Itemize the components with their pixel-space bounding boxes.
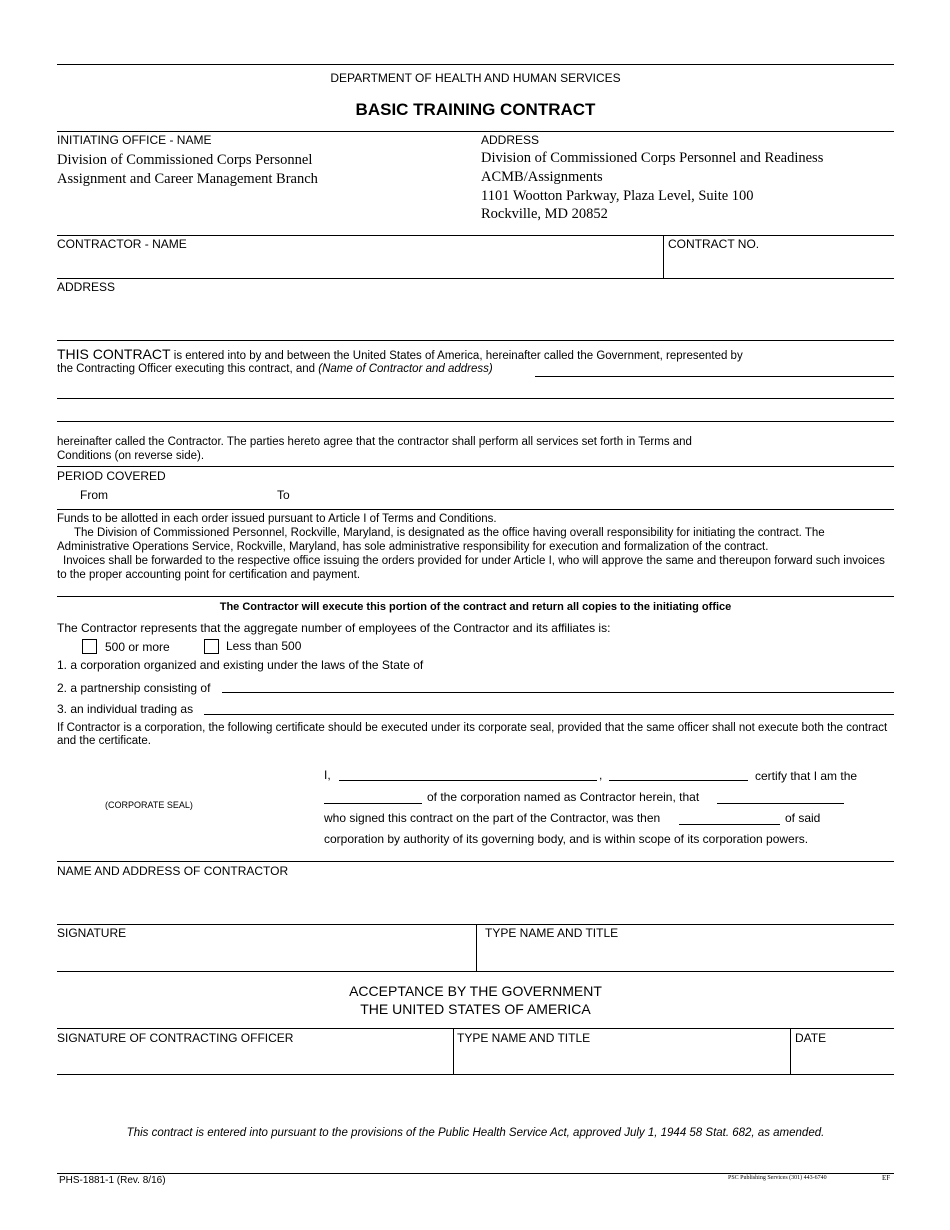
this-contract-line2 xyxy=(57,363,493,375)
cert-of-said: of said xyxy=(785,811,821,825)
period-to-label: To xyxy=(277,488,290,502)
rule xyxy=(57,340,894,341)
date-field[interactable] xyxy=(795,1047,892,1073)
top-rule xyxy=(57,64,894,65)
period-covered-label: PERIOD COVERED xyxy=(57,469,166,483)
date-label: DATE xyxy=(795,1031,827,1045)
officer-type-name-label: TYPE NAME AND TITLE xyxy=(457,1031,591,1045)
office-address-line1: Division of Commissioned Corps Personnel and Readiness xyxy=(481,150,824,166)
office-address-label: ADDRESS xyxy=(481,133,540,147)
cert-authority: corporation by authority of its governing body, and is within scope of its corporation powers. xyxy=(324,832,809,846)
contractor-address-label: ADDRESS xyxy=(57,280,116,294)
funds-paragraph-2: The Division of Commissioned Personnel, Rockville, Maryland, is designated as the office having overall responsibility for initiating the contract. The Administrative Operations Service, Rockville, Maryland, has sole administrative responsibility for execution and formalization of the contract. xyxy=(57,527,825,553)
contract-no-field[interactable] xyxy=(668,252,892,276)
rule xyxy=(57,596,894,597)
period-from-label: From xyxy=(80,488,108,502)
office-address-line2: ACMB/Assignments xyxy=(481,169,603,185)
this-contract-lead: THIS CONTRACT xyxy=(57,346,171,362)
this-contract-line1 xyxy=(57,346,743,362)
rule xyxy=(57,235,894,236)
corporation-note: If Contractor is a corporation, the following certificate should be executed under its corporate seal, provided that the same officer shall not execute both the contract and the certificate. xyxy=(57,722,888,747)
checkbox-less-than-500[interactable] xyxy=(204,639,219,654)
funds-paragraph-1: Funds to be allotted in each order issued pursuant to Article I of Terms and Conditions. xyxy=(57,513,497,525)
acceptance-line2: THE UNITED STATES OF AMERICA xyxy=(360,1001,591,1017)
hereinafter-line1: hereinafter called the Contractor. The parties hereto agree that the contractor shall perform all services set forth in Terms and xyxy=(57,436,692,448)
name-address-contractor-label: NAME AND ADDRESS OF CONTRACTOR xyxy=(57,864,289,878)
individual-trading-field[interactable] xyxy=(204,714,894,715)
cert-of-corp: of the corporation named as Contractor herein, that xyxy=(427,790,700,804)
form-title: BASIC TRAINING CONTRACT xyxy=(355,100,596,119)
cert-comma: , xyxy=(599,768,603,782)
bottom-rule xyxy=(57,1173,894,1174)
contractor-name-label: CONTRACTOR - NAME xyxy=(57,237,187,251)
rule xyxy=(57,131,894,132)
item-corporation: 1. a corporation organized and existing under the laws of the State of xyxy=(57,658,424,672)
ef-mark: EF xyxy=(882,1174,891,1182)
rule xyxy=(57,1028,894,1029)
employees-represents: The Contractor represents that the aggregate number of employees of the Contractor and its affiliates is: xyxy=(57,621,611,635)
this-contract-italic: (Name of Contractor and address) xyxy=(318,363,493,375)
label-500-or-more: 500 or more xyxy=(105,640,170,654)
initiating-office-label: INITIATING OFFICE - NAME xyxy=(57,133,212,147)
statute-note: This contract is entered into pursuant to the provisions of the Public Health Service Act, approved July 1, 1944 58 Stat. 682, as amended. xyxy=(126,1127,825,1139)
office-address-line3: 1101 Wootton Parkway, Plaza Level, Suite 100 xyxy=(481,188,754,204)
publisher: PSC Publishing Services (301) 443-6740 xyxy=(728,1175,827,1181)
contractor-type-name-field[interactable] xyxy=(485,942,892,970)
divider xyxy=(476,924,477,971)
initiating-office-line2: Assignment and Career Management Branch xyxy=(57,171,318,187)
rule xyxy=(57,466,894,467)
period-to-field[interactable] xyxy=(295,485,495,503)
form-number: PHS-1881-1 (Rev. 8/16) xyxy=(59,1175,166,1186)
contractor-address-field[interactable] xyxy=(57,296,892,338)
contract-no-label: CONTRACT NO. xyxy=(668,237,760,251)
funds-paragraph-3: Invoices shall be forwarded to the respective office issuing the orders provided for under Article I, who will approve the same and thereupon forward such invoices to the proper accounting point for certification and payment. xyxy=(57,555,885,581)
cert-position-field[interactable] xyxy=(679,824,780,825)
this-contract-text2: the Contracting Officer executing this contract, and xyxy=(57,363,319,375)
contractor-signature-field[interactable] xyxy=(57,942,473,970)
cert-name-field[interactable] xyxy=(339,780,597,781)
office-address-line4: Rockville, MD 20852 xyxy=(481,206,608,222)
contractor-name-address-line[interactable] xyxy=(57,398,894,399)
divider xyxy=(453,1028,454,1074)
contractor-name-address-line[interactable] xyxy=(535,376,894,377)
cert-who-signed: who signed this contract on the part of the Contractor, was then xyxy=(324,811,661,825)
contractor-section-heading: The Contractor will execute this portion of the contract and return all copies to the initiating office xyxy=(219,601,732,613)
partnership-field[interactable] xyxy=(222,692,894,693)
state-field[interactable] xyxy=(440,656,890,672)
divider xyxy=(663,235,664,278)
initiating-office-line1: Division of Commissioned Corps Personnel xyxy=(57,152,313,168)
contractor-name-field[interactable] xyxy=(57,252,660,276)
this-contract-text1: is entered into by and between the United States of America, hereinafter called the Government, represented by xyxy=(170,350,743,362)
rule xyxy=(57,278,894,279)
officer-signature-field[interactable] xyxy=(57,1047,450,1073)
name-address-contractor-field[interactable] xyxy=(57,880,892,922)
rule xyxy=(57,1074,894,1075)
rule xyxy=(57,509,894,510)
cert-certify: certify that I am the xyxy=(755,769,858,783)
acceptance-line1: ACCEPTANCE BY THE GOVERNMENT xyxy=(349,983,602,999)
type-name-title-label: TYPE NAME AND TITLE xyxy=(485,926,619,940)
divider xyxy=(790,1028,791,1074)
department-heading: DEPARTMENT OF HEALTH AND HUMAN SERVICES xyxy=(330,71,621,85)
rule xyxy=(57,971,894,972)
signature-label: SIGNATURE xyxy=(57,926,127,940)
corporate-seal: (CORPORATE SEAL) xyxy=(105,800,193,810)
period-from-field[interactable] xyxy=(112,485,267,503)
hereinafter-line2: Conditions (on reverse side). xyxy=(57,450,205,462)
officer-type-name-field[interactable] xyxy=(457,1047,787,1073)
cert-signer-field[interactable] xyxy=(717,803,844,804)
label-less-than-500: Less than 500 xyxy=(226,639,302,653)
cert-i: I, xyxy=(324,768,331,782)
sig-officer-label: SIGNATURE OF CONTRACTING OFFICER xyxy=(57,1031,294,1045)
cert-title-field[interactable] xyxy=(609,780,748,781)
item-partnership: 2. a partnership consisting of xyxy=(57,681,211,695)
contractor-name-address-line[interactable] xyxy=(57,421,894,422)
rule xyxy=(57,861,894,862)
item-individual: 3. an individual trading as xyxy=(57,702,194,716)
checkbox-500-or-more[interactable] xyxy=(82,639,97,654)
cert-office-field[interactable] xyxy=(324,803,422,804)
